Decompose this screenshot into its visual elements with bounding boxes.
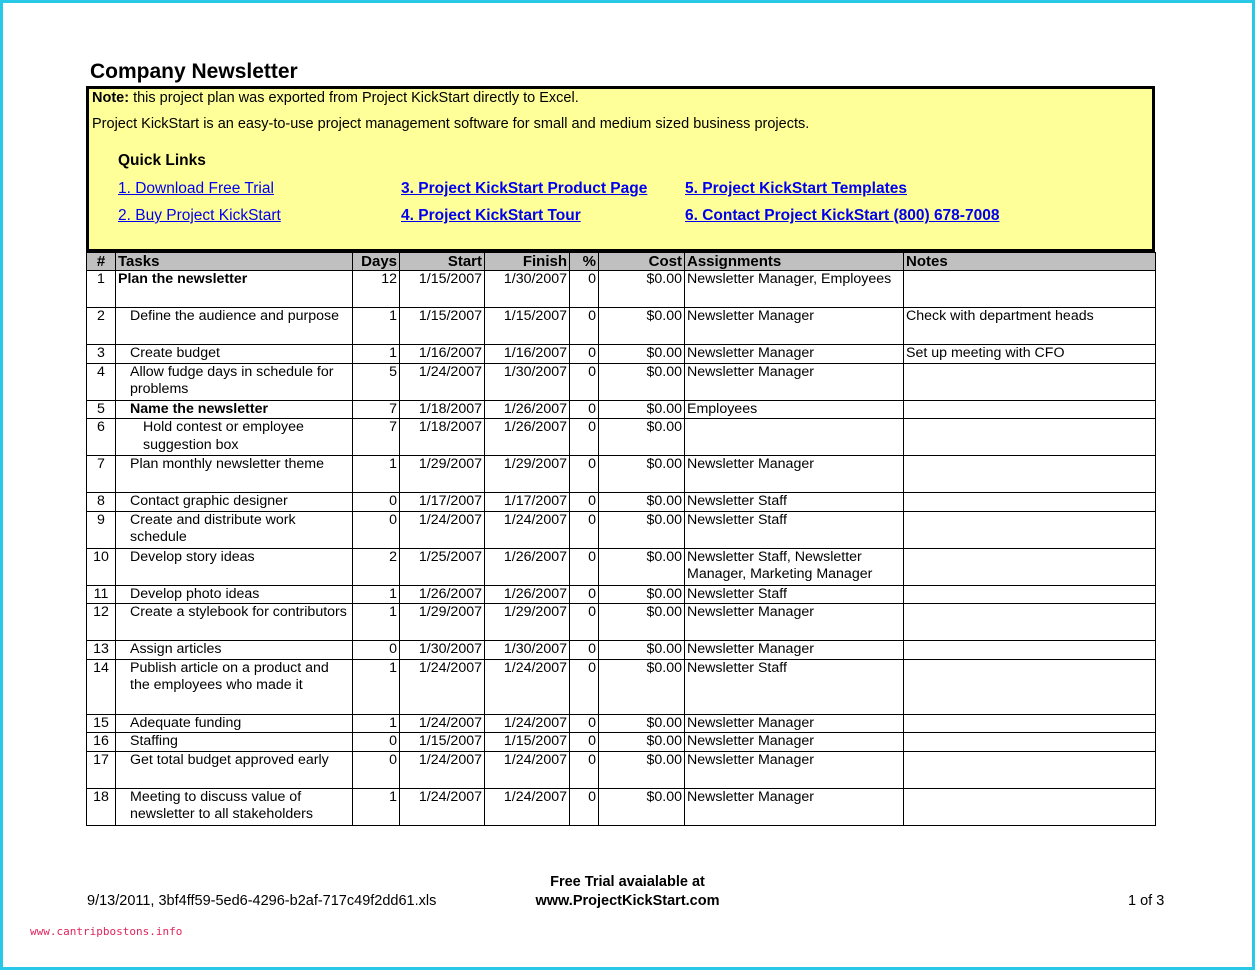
table-row (87, 585, 1156, 604)
cell-assignments: Newsletter Manager (685, 345, 904, 364)
note-text: this project plan was exported from Project KickStart directly to Excel. (129, 90, 579, 106)
cell-notes (904, 604, 1156, 641)
cell-finish: 1/30/2007 (485, 363, 570, 400)
cell-num: 2 (87, 308, 116, 345)
page-title: Company Newsletter (90, 60, 298, 83)
cell-assignments: Newsletter Staff (685, 511, 904, 548)
header-assignments: Assignments (685, 253, 904, 271)
cell-num: 18 (87, 788, 116, 825)
cell-task: Publish article on a product and the employees who made it (116, 659, 353, 714)
cell-notes: Check with department heads (904, 308, 1156, 345)
cell-assignments: Newsletter Manager (685, 641, 904, 660)
header-days: Days (353, 253, 400, 271)
cell-days: 0 (353, 511, 400, 548)
table-row (87, 659, 1156, 714)
cell-finish: 1/26/2007 (485, 419, 570, 456)
cell-cost: $0.00 (599, 271, 685, 308)
cell-finish: 1/30/2007 (485, 271, 570, 308)
cell-days: 1 (353, 659, 400, 714)
cell-notes (904, 714, 1156, 733)
cell-cost: $0.00 (599, 419, 685, 456)
cell-notes (904, 548, 1156, 585)
cell-cost: $0.00 (599, 511, 685, 548)
cell-finish: 1/17/2007 (485, 493, 570, 512)
cell-notes (904, 585, 1156, 604)
cell-notes (904, 456, 1156, 493)
cell-notes (904, 419, 1156, 456)
cell-cost: $0.00 (599, 604, 685, 641)
cell-cost: $0.00 (599, 345, 685, 364)
cell-percent: 0 (570, 641, 599, 660)
cell-task: Staffing (116, 733, 353, 752)
cell-assignments: Employees (685, 400, 904, 419)
cell-percent: 0 (570, 493, 599, 512)
cell-percent: 0 (570, 419, 599, 456)
cell-num: 9 (87, 511, 116, 548)
cell-finish: 1/30/2007 (485, 641, 570, 660)
cell-num: 3 (87, 345, 116, 364)
cell-task: Plan monthly newsletter theme (116, 456, 353, 493)
cell-assignments: Newsletter Staff (685, 493, 904, 512)
cell-cost: $0.00 (599, 788, 685, 825)
cell-num: 6 (87, 419, 116, 456)
cell-task: Name the newsletter (116, 400, 353, 419)
cell-days: 5 (353, 363, 400, 400)
cell-notes (904, 641, 1156, 660)
header-num: # (87, 253, 116, 271)
cell-finish: 1/29/2007 (485, 456, 570, 493)
cell-finish: 1/29/2007 (485, 604, 570, 641)
cell-task: Adequate funding (116, 714, 353, 733)
note-label: Note: (92, 90, 130, 106)
cell-start: 1/16/2007 (400, 345, 485, 364)
note-line (92, 90, 579, 106)
cell-days: 1 (353, 714, 400, 733)
cell-finish: 1/26/2007 (485, 548, 570, 585)
cell-days: 1 (353, 585, 400, 604)
project-plan-table (86, 252, 1156, 826)
cell-start: 1/24/2007 (400, 751, 485, 788)
cell-num: 12 (87, 604, 116, 641)
cell-notes (904, 400, 1156, 419)
cell-start: 1/26/2007 (400, 585, 485, 604)
cell-start: 1/17/2007 (400, 493, 485, 512)
cell-days: 1 (353, 308, 400, 345)
cell-num: 15 (87, 714, 116, 733)
cell-start: 1/24/2007 (400, 659, 485, 714)
cell-finish: 1/24/2007 (485, 714, 570, 733)
link-kickstart-tour[interactable]: 4. Project KickStart Tour (401, 207, 581, 224)
cell-num: 1 (87, 271, 116, 308)
cell-notes: Set up meeting with CFO (904, 345, 1156, 364)
cell-task: Create budget (116, 345, 353, 364)
cell-start: 1/24/2007 (400, 511, 485, 548)
cell-assignments: Newsletter Manager (685, 456, 904, 493)
cell-start: 1/15/2007 (400, 308, 485, 345)
cell-task: Create a stylebook for contributors (116, 604, 353, 641)
cell-finish: 1/26/2007 (485, 400, 570, 419)
cell-percent: 0 (570, 604, 599, 641)
table-row (87, 641, 1156, 660)
cell-days: 12 (353, 271, 400, 308)
cell-finish: 1/15/2007 (485, 308, 570, 345)
cell-percent: 0 (570, 585, 599, 604)
cell-percent: 0 (570, 733, 599, 752)
cell-percent: 0 (570, 271, 599, 308)
footer-trial-notice (500, 873, 755, 911)
cell-percent: 0 (570, 714, 599, 733)
header-cost: Cost (599, 253, 685, 271)
cell-days: 7 (353, 419, 400, 456)
table-row (87, 548, 1156, 585)
cell-cost: $0.00 (599, 751, 685, 788)
table-row (87, 271, 1156, 308)
cell-num: 7 (87, 456, 116, 493)
footer-trial-line: Free Trial avaialable at (550, 874, 705, 890)
footer-website: www.ProjectKickStart.com (535, 893, 720, 909)
cell-task: Develop story ideas (116, 548, 353, 585)
cell-start: 1/29/2007 (400, 604, 485, 641)
cell-task: Allow fudge days in schedule for problems (116, 363, 353, 400)
cell-start: 1/25/2007 (400, 548, 485, 585)
cell-percent: 0 (570, 548, 599, 585)
watermark: www.cantripbostons.info (30, 925, 183, 938)
cell-days: 0 (353, 641, 400, 660)
cell-num: 14 (87, 659, 116, 714)
cell-cost: $0.00 (599, 585, 685, 604)
cell-assignments: Newsletter Manager (685, 788, 904, 825)
cell-percent: 0 (570, 456, 599, 493)
cell-percent: 0 (570, 511, 599, 548)
cell-finish: 1/15/2007 (485, 733, 570, 752)
cell-percent: 0 (570, 659, 599, 714)
cell-percent: 0 (570, 400, 599, 419)
cell-finish: 1/24/2007 (485, 511, 570, 548)
link-kickstart-templates[interactable]: 5. Project KickStart Templates (685, 180, 907, 197)
cell-start: 1/24/2007 (400, 714, 485, 733)
link-download-free-trial[interactable]: 1. Download Free Trial (118, 180, 274, 197)
cell-days: 0 (353, 733, 400, 752)
cell-percent: 0 (570, 363, 599, 400)
note-box (86, 86, 1155, 252)
cell-assignments: Newsletter Staff, Newsletter Manager, Marketing Manager (685, 548, 904, 585)
cell-notes (904, 788, 1156, 825)
table-body (87, 271, 1156, 826)
link-product-page[interactable]: 3. Project KickStart Product Page (401, 180, 648, 197)
cell-assignments: Newsletter Manager (685, 363, 904, 400)
cell-percent: 0 (570, 788, 599, 825)
cell-task: Contact graphic designer (116, 493, 353, 512)
cell-task: Hold contest or employee suggestion box (116, 419, 353, 456)
header-finish: Finish (485, 253, 570, 271)
cell-assignments: Newsletter Staff (685, 585, 904, 604)
table-row (87, 511, 1156, 548)
cell-days: 1 (353, 788, 400, 825)
cell-assignments: Newsletter Manager, Employees (685, 271, 904, 308)
cell-task: Plan the newsletter (116, 271, 353, 308)
table-row (87, 400, 1156, 419)
cell-cost: $0.00 (599, 641, 685, 660)
cell-finish: 1/24/2007 (485, 788, 570, 825)
note-description: Project KickStart is an easy-to-use project management software for small and medium sized business projects. (92, 116, 810, 132)
cell-cost: $0.00 (599, 400, 685, 419)
cell-start: 1/18/2007 (400, 419, 485, 456)
cell-percent: 0 (570, 345, 599, 364)
header-notes: Notes (904, 253, 1156, 271)
link-contact-kickstart[interactable]: 6. Contact Project KickStart (800) 678-7008 (685, 207, 1000, 224)
table-row (87, 788, 1156, 825)
cell-finish: 1/24/2007 (485, 751, 570, 788)
cell-percent: 0 (570, 308, 599, 345)
cell-assignments (685, 419, 904, 456)
cell-cost: $0.00 (599, 659, 685, 714)
cell-notes (904, 271, 1156, 308)
table-row (87, 493, 1156, 512)
cell-cost: $0.00 (599, 493, 685, 512)
table-row (87, 751, 1156, 788)
cell-task: Create and distribute work schedule (116, 511, 353, 548)
cell-days: 0 (353, 751, 400, 788)
table-row (87, 363, 1156, 400)
cell-assignments: Newsletter Manager (685, 308, 904, 345)
cell-cost: $0.00 (599, 308, 685, 345)
link-buy-project-kickstart[interactable]: 2. Buy Project KickStart (118, 207, 281, 224)
header-percent: % (570, 253, 599, 271)
cell-finish: 1/24/2007 (485, 659, 570, 714)
table-header-row (87, 253, 1156, 271)
cell-percent: 0 (570, 751, 599, 788)
cell-cost: $0.00 (599, 548, 685, 585)
cell-notes (904, 751, 1156, 788)
cell-start: 1/24/2007 (400, 363, 485, 400)
cell-start: 1/30/2007 (400, 641, 485, 660)
quick-links-title: Quick Links (118, 152, 206, 169)
cell-assignments: Newsletter Manager (685, 604, 904, 641)
cell-num: 8 (87, 493, 116, 512)
cell-finish: 1/26/2007 (485, 585, 570, 604)
cell-start: 1/15/2007 (400, 733, 485, 752)
header-start: Start (400, 253, 485, 271)
cell-task: Assign articles (116, 641, 353, 660)
cell-task: Get total budget approved early (116, 751, 353, 788)
cell-start: 1/29/2007 (400, 456, 485, 493)
cell-days: 0 (353, 493, 400, 512)
table-row (87, 308, 1156, 345)
cell-num: 17 (87, 751, 116, 788)
cell-cost: $0.00 (599, 714, 685, 733)
cell-days: 1 (353, 604, 400, 641)
cell-start: 1/24/2007 (400, 788, 485, 825)
cell-num: 10 (87, 548, 116, 585)
cell-days: 7 (353, 400, 400, 419)
cell-assignments: Newsletter Manager (685, 733, 904, 752)
cell-num: 5 (87, 400, 116, 419)
table-row (87, 345, 1156, 364)
cell-notes (904, 363, 1156, 400)
table-row (87, 419, 1156, 456)
cell-task: Develop photo ideas (116, 585, 353, 604)
table-row (87, 733, 1156, 752)
cell-notes (904, 493, 1156, 512)
cell-cost: $0.00 (599, 733, 685, 752)
table-row (87, 714, 1156, 733)
header-tasks: Tasks (116, 253, 353, 271)
cell-num: 4 (87, 363, 116, 400)
cell-days: 2 (353, 548, 400, 585)
cell-notes (904, 733, 1156, 752)
cell-start: 1/18/2007 (400, 400, 485, 419)
table-row (87, 604, 1156, 641)
cell-cost: $0.00 (599, 363, 685, 400)
cell-finish: 1/16/2007 (485, 345, 570, 364)
cell-num: 13 (87, 641, 116, 660)
cell-task: Define the audience and purpose (116, 308, 353, 345)
cell-notes (904, 659, 1156, 714)
footer-page-number: 1 of 3 (1128, 893, 1165, 909)
cell-days: 1 (353, 345, 400, 364)
cell-task: Meeting to discuss value of newsletter to all stakeholders (116, 788, 353, 825)
cell-start: 1/15/2007 (400, 271, 485, 308)
cell-notes (904, 511, 1156, 548)
cell-assignments: Newsletter Manager (685, 751, 904, 788)
cell-days: 1 (353, 456, 400, 493)
cell-cost: $0.00 (599, 456, 685, 493)
cell-num: 16 (87, 733, 116, 752)
cell-num: 11 (87, 585, 116, 604)
cell-assignments: Newsletter Staff (685, 659, 904, 714)
cell-assignments: Newsletter Manager (685, 714, 904, 733)
footer-filename: 9/13/2011, 3bf4ff59-5ed6-4296-b2af-717c49f2dd61.xls (87, 893, 437, 909)
table-row (87, 456, 1156, 493)
